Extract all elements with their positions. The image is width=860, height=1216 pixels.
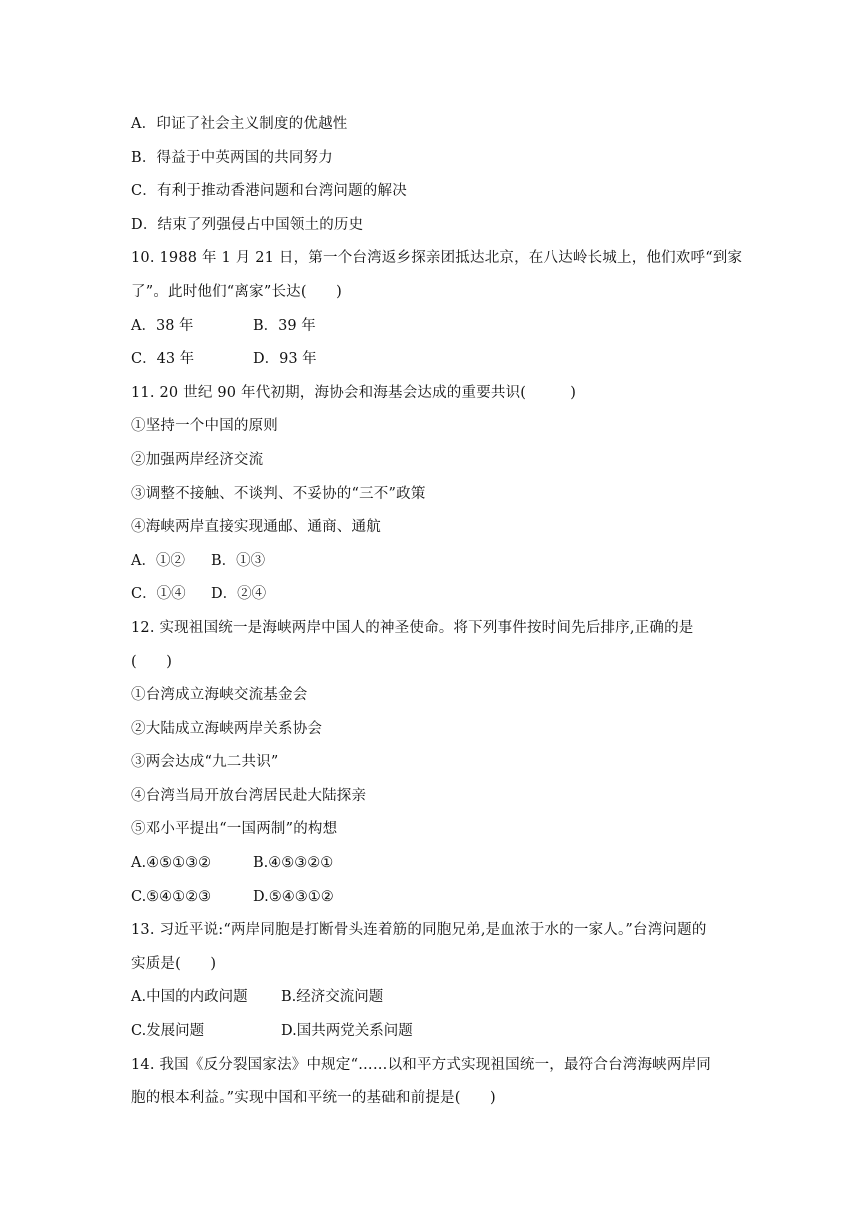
- q11-stem: 11. 20 世纪 90 年代初期，海协会和海基会达成的重要共识( ): [131, 384, 577, 401]
- q13-option-d: D.国共两党关系问题: [281, 1023, 413, 1040]
- q11-option-c: C．①④: [131, 586, 186, 603]
- q11-item-2: ②加强两岸经济交流: [131, 451, 264, 468]
- q13-option-b: B.经济交流问题: [281, 989, 384, 1006]
- q10-option-a: A．38 年: [131, 317, 194, 334]
- q13-options-row2: [131, 1015, 741, 1049]
- q11-options-row2: [131, 578, 741, 612]
- q14-stem-line2: 胞的根本利益。”实现中国和平统一的基础和前提是( ): [131, 1090, 496, 1107]
- q11-option-b: B．①③: [211, 552, 266, 569]
- q10-option-b: B．39 年: [253, 317, 316, 334]
- q9-option-d: D．结束了列强侵占中国领土的历史: [131, 216, 364, 233]
- q10-options-row2: [131, 343, 741, 377]
- q14-stem-line1: 14. 我国《反分裂国家法》中规定“……以和平方式实现祖国统一，最符合台湾海峡两岸同: [131, 1056, 711, 1073]
- q12-option-c: C.⑤④①②③: [131, 888, 212, 905]
- q11-option-d: D．②④: [211, 586, 267, 603]
- q9-option-c: C．有利于推动香港问题和台湾问题的解决: [131, 183, 407, 200]
- q12-option-b: B.④⑤③②①: [253, 855, 334, 872]
- q11-options-row1: [131, 545, 741, 579]
- q10-options-row1: [131, 310, 741, 344]
- q11-item-4: ④海峡两岸直接实现通邮、通商、通航: [131, 519, 381, 536]
- q12-item-2: ②大陆成立海峡两岸关系协会: [131, 720, 323, 737]
- q10-option-c: C．43 年: [131, 351, 195, 368]
- q12-item-1: ①台湾成立海峡交流基金会: [131, 687, 308, 704]
- q13-option-c: C.发展问题: [131, 1023, 205, 1040]
- exam-page: [131, 108, 741, 1116]
- q12-stem-line2: ( ): [131, 653, 173, 670]
- q12-item-5: ⑤邓小平提出“一国两制”的构想: [131, 821, 338, 838]
- q13-options-row1: [131, 981, 741, 1015]
- q10-option-d: D．93 年: [253, 351, 317, 368]
- q10-stem-line2: 了”。此时他们“离家”长达( ): [131, 283, 342, 300]
- q12-item-4: ④台湾当局开放台湾居民赴大陆探亲: [131, 787, 367, 804]
- q13-stem-line2: 实质是( ): [131, 955, 217, 972]
- q13-stem-line1: 13. 习近平说:“两岸同胞是打断骨头连着筋的同胞兄弟,是血浓于水的一家人。”台湾问题的: [131, 922, 707, 939]
- q12-option-d: D.⑤④③①②: [253, 888, 334, 905]
- q13-option-a: A.中国的内政问题: [131, 989, 248, 1006]
- q12-item-3: ③两会达成“九二共识”: [131, 754, 279, 771]
- q12-stem-line1: 12. 实现祖国统一是海峡两岸中国人的神圣使命。将下列事件按时间先后排序,正确的是: [131, 619, 694, 636]
- q10-stem-line1: 10. 1988 年 1 月 21 日，第一个台湾返乡探亲团抵达北京，在八达岭长城上，他们欢呼“到家: [131, 250, 743, 267]
- q11-option-a: A．①②: [131, 552, 185, 569]
- q12-options-row2: [131, 881, 741, 915]
- q11-item-3: ③调整不接触、不谈判、不妥协的“三不”政策: [131, 485, 426, 502]
- q12-option-a: A.④⑤①③②: [131, 855, 212, 872]
- q12-options-row1: [131, 847, 741, 881]
- q9-option-b: B．得益于中英两国的共同努力: [131, 149, 333, 166]
- q9-option-a: A．印证了社会主义制度的优越性: [131, 116, 348, 132]
- q11-item-1: ①坚持一个中国的原则: [131, 418, 278, 435]
